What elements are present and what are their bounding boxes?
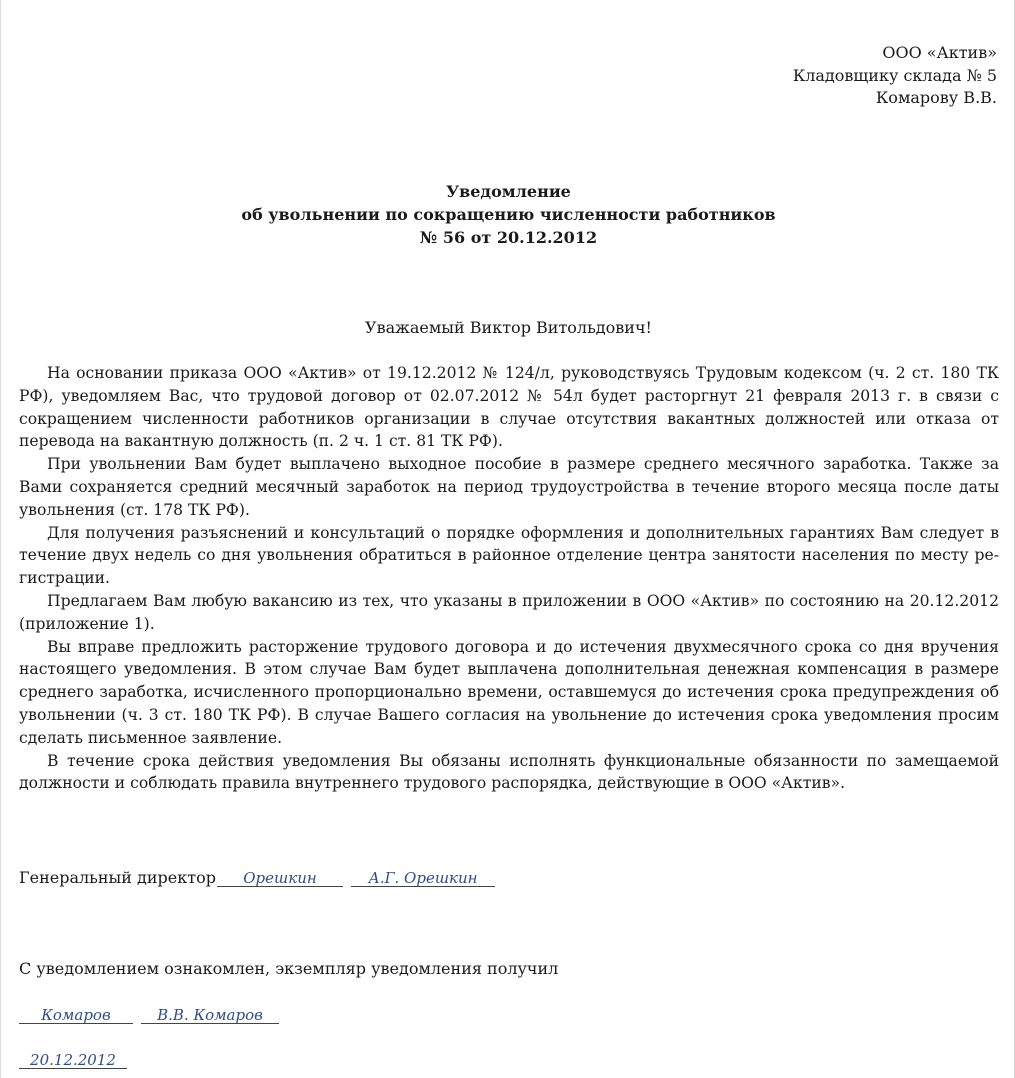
director-signature-line [217,886,343,887]
employee-name-line [141,1023,279,1024]
paragraph-4: Предлагаем Вам любую вакансию из тех, что указаны в приложении в ООО «Актив» по состоянию на 20.12.2012 (приложение 1). [19,591,999,633]
addressee-name: Комарову В.В. [875,88,997,107]
paragraph-3: Для получения разъяснений и консультаций о порядке оформления и дополнительных гарантиях Вам следует в течение двух недель со дня увольнения обратиться в районное отделение центра занятости населения по месту регистрации. [19,523,999,588]
title-subject: об увольнении по сокращению численности работников [241,205,776,224]
paragraph-2: При увольнении Вам будет выплачено выходное пособие в размере среднего месячного заработка. Также за Вами сохраняется средний месячный заработок на период трудоустройства в течение второго месяца после даты увольнения (ст. 178 ТК РФ). [19,455,999,519]
title-number: № 56 от 20.12.2012 [419,228,598,247]
addressee-block [793,42,997,110]
acknowledgement-date-line [19,1068,127,1069]
acknowledgement-label: С уведомлением ознакомлен, экземпляр уведомления получил [19,959,559,978]
addressee-company: ООО «Актив» [882,43,997,62]
director-name: А.Г. Орешкин [368,869,478,887]
paragraph-5: Вы вправе предложить расторжение трудового договора и до истечения двухмесячного срока со дня вручения настоящего уведомления. В этом случае Вам будет выплачена дополнительная денежная компенсация в размере среднего заработка, исчисленного пропорционально времени, оставшемуся до истечения срока предупреждения об увольнении (ч. 3 ст. 180 ТК РФ). В случае Вашего согласия на увольнение до истечения срока уведомления просим сделать письменное заявление. [19,637,999,747]
director-signature: Орешкин [243,869,317,887]
director-name-line [351,886,495,887]
employee-signature: Комаров [41,1006,111,1024]
title-heading: Уведомление [446,182,571,201]
acknowledgement-date: 20.12.2012 [30,1051,116,1069]
employee-signature-line [19,1023,133,1024]
paragraph-1: На основании приказа ООО «Актив» от 19.12.2012 № 124/л, руководствуясь Трудовым кодексом (ч. 2 ст. 180 ТК РФ), уведомляем Вас, что трудовой договор от 02.07.2012 № 54л будет расторгнут 21 февраля 2013 г. в связи с сокращением численности работников организации в случае отсутствия вакантных должностей или отказа от перевода на вакантную должность (п. 2 ч. 1 ст. 81 ТК РФ). [19,364,999,451]
greeting: Уважаемый Виктор Витольдович! [365,318,652,337]
employee-name: В.В. Комаров [157,1006,263,1024]
document-title [1,180,1015,249]
addressee-position: Кладовщику склада № 5 [792,65,997,85]
document-body [19,362,999,795]
director-label: Генеральный директор [19,868,216,887]
paragraph-6: В течение срока действия уведомления Вы обязаны исполнять функциональные обязанности по замещаемой должности и соблюдать правила внутреннего трудового распорядка, действующие в ООО «Актив». [19,751,999,793]
